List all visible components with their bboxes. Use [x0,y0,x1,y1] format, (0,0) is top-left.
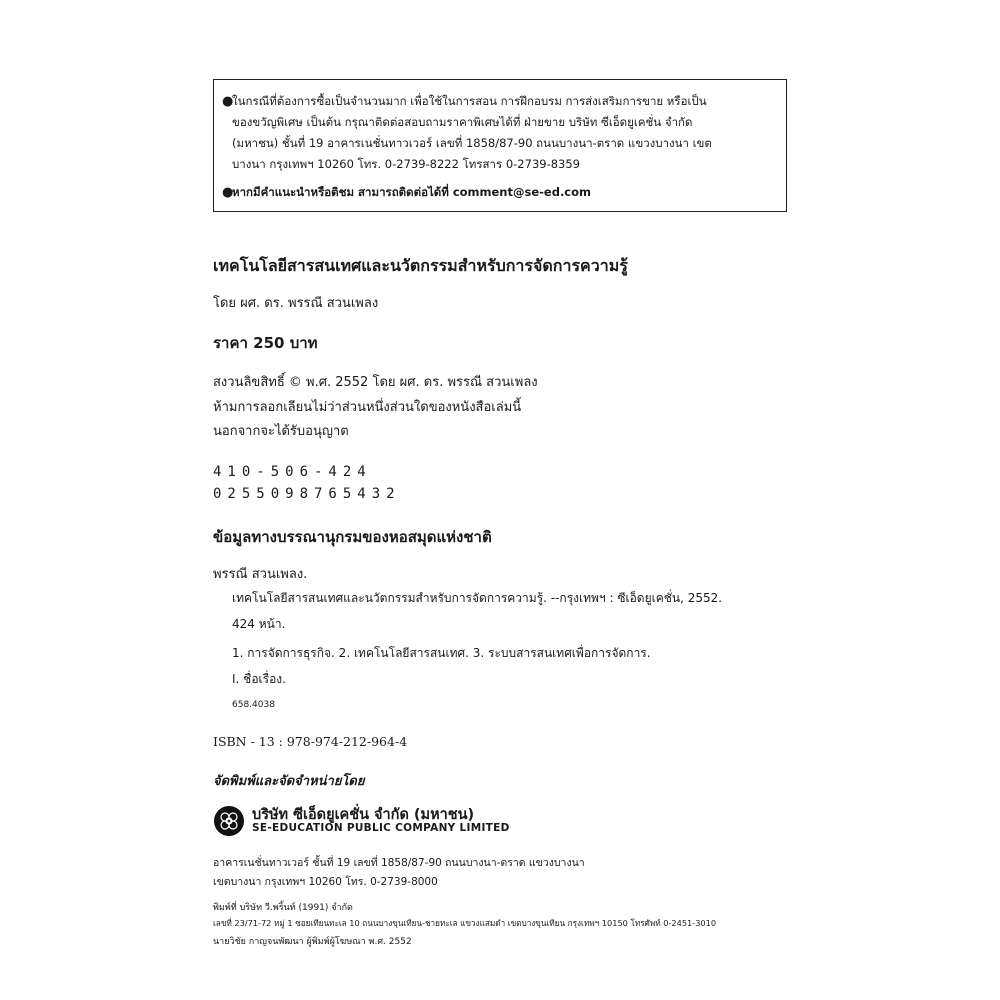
book-price: ราคา 250 บาท [213,334,318,352]
se-ed-logo-icon [214,806,244,836]
notice-line-3: (มหาชน) ชั้นที่ 19 อาคารเนชั่นทาวเวอร์ เลขที่ 1858/87-90 ถนนบางนา-ตราด แขวงบางนา เขต [232,136,712,150]
book-author: โดย ผศ. ดร. พรรณี สวนเพลง [213,296,379,311]
code-line-2: 0255098765432 [213,486,401,502]
publisher-name-english: SE-EDUCATION PUBLIC COMPANY LIMITED [252,822,510,834]
printer-line-1: พิมพ์ที่ บริษัท วี.พริ้นท์ (1991) จำกัด [213,903,353,913]
catalog-class-number: 658.4038 [232,700,275,710]
catalog-subjects: 1. การจัดการธุรกิจ. 2. เทคโนโลยีสารสนเทศ. 3. ระบบสารสนเทศเพื่อการจัดการ. [232,646,651,660]
publisher-address-2: เขตบางนา กรุงเทพฯ 10260 โทร. 0-2739-8000 [213,876,438,888]
publisher-label: จัดพิมพ์และจัดจำหน่ายโดย [213,774,365,789]
notice-line-5: หากมีคำแนะนำหรือติชม สามารถติดต่อได้ที่ comment@se-ed.com [232,185,592,199]
printer-line-2: เลขที่ 23/71-72 หมู่ 1 ซอยเทียนทะเล 10 ถนนบางขุนเทียน-ชายทะเล แขวงแสมดำ เขตบางขุนเทียน กรุงเทพฯ 10150 โทรศัพท์ 0-2451-3010 [213,918,717,928]
notice-line-2: ของขวัญพิเศษ เป็นต้น กรุณาติดต่อสอบถามราคาพิเศษได้ที่ ฝ่ายขาย บริษัท ซีเอ็ดยูเคชั่น จำกัด [232,115,693,129]
sales-notice-box [213,79,787,212]
copyright-line-3: นอกจากจะได้รับอนุญาต [213,424,349,439]
bullet-icon: ● [222,185,234,200]
publisher-name-thai: บริษัท ซีเอ็ดยูเคชั่น จำกัด (มหาชน) [252,807,475,823]
bullet-icon: ● [222,94,234,109]
copyright-line-1: สงวนลิขสิทธิ์ © พ.ศ. 2552 โดย ผศ. ดร. พรรณี สวนเพลง [213,375,538,390]
catalog-entry: เทคโนโลยีสารสนเทศและนวัตกรรมสำหรับการจัดการความรู้. --กรุงเทพฯ : ซีเอ็ดยูเคชั่น, 2552. [232,591,723,605]
code-line-1: 410-506-424 [213,464,372,480]
catalog-title-entry: I. ชื่อเรื่อง. [232,672,286,686]
printer-line-3: นายวิชัย กาญจนพัฒนา ผู้พิมพ์ผู้โฆษณา พ.ศ. 2552 [213,937,412,947]
isbn-number: ISBN - 13 : 978-974-212-964-4 [213,734,408,749]
notice-line-1: ในกรณีที่ต้องการซื้อเป็นจำนวนมาก เพื่อใช้ในการสอน การฝึกอบรม การส่งเสริมการขาย หรือเป็น [232,94,707,108]
catalog-author: พรรณี สวนเพลง. [213,567,308,582]
catalog-heading: ข้อมูลทางบรรณานุกรมของหอสมุดแห่งชาติ [213,528,492,546]
catalog-pages: 424 หน้า. [232,617,286,631]
notice-line-4: บางนา กรุงเทพฯ 10260 โทร. 0-2739-8222 โทรสาร 0-2739-8359 [232,157,580,171]
copyright-line-2: ห้ามการลอกเลียนไม่ว่าส่วนหนึ่งส่วนใดของหนังสือเล่มนี้ [213,400,522,415]
book-title: เทคโนโลยีสารสนเทศและนวัตกรรมสำหรับการจัดการความรู้ [213,256,628,275]
publisher-address-1: อาคารเนชั่นทาวเวอร์ ชั้นที่ 19 เลขที่ 1858/87-90 ถนนบางนา-ตราด แขวงบางนา [213,857,585,869]
